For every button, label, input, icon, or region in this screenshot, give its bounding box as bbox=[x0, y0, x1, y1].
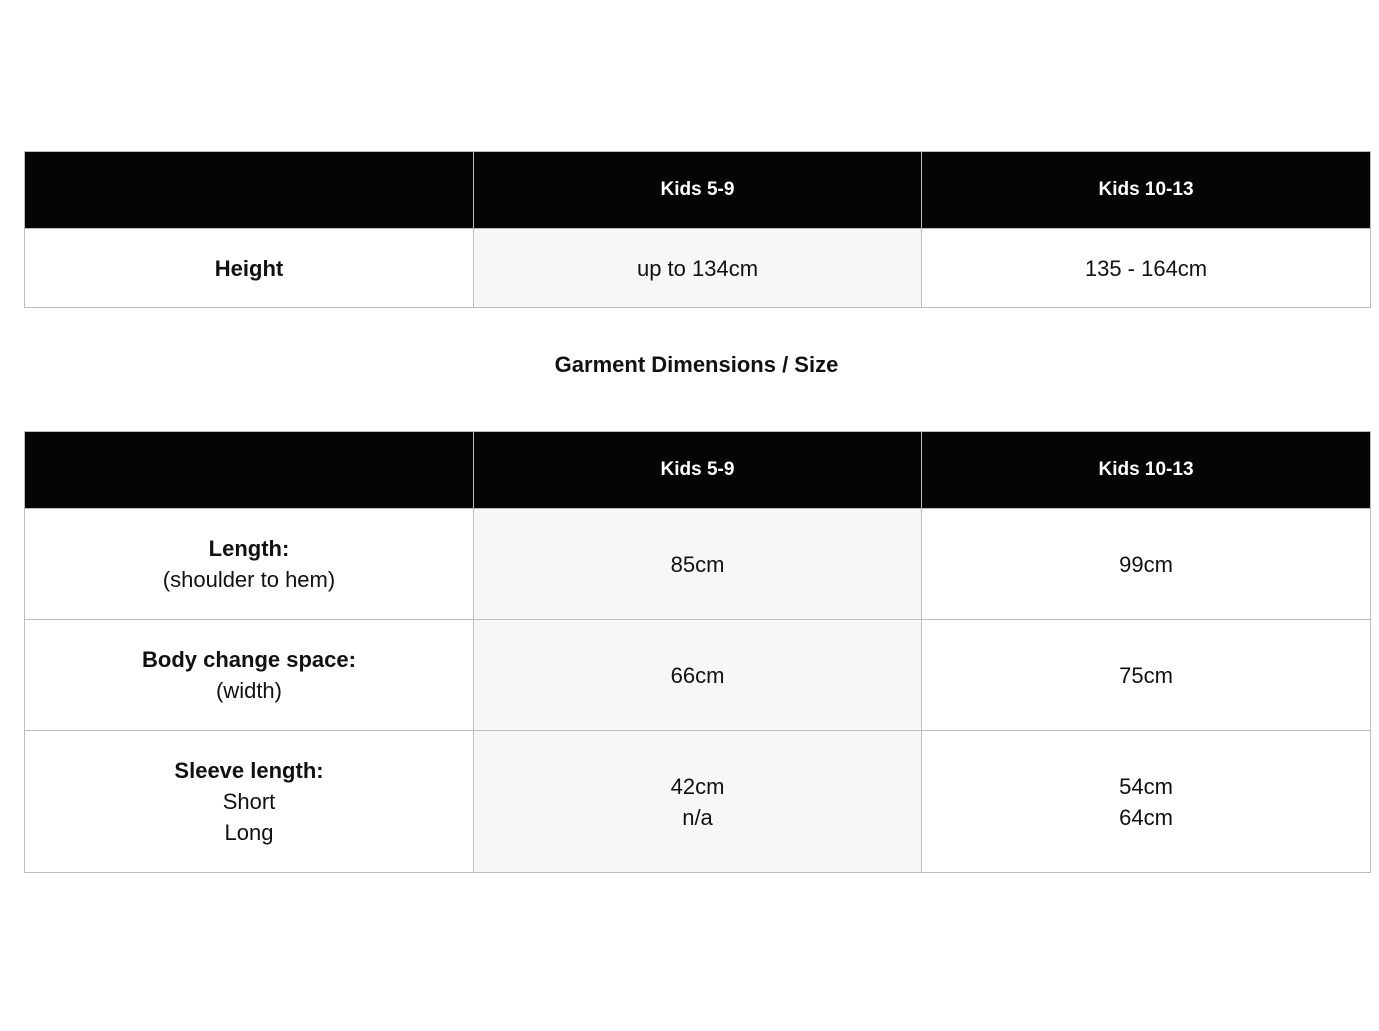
garment-dimensions-table bbox=[24, 431, 1371, 873]
cell-sleeve-kids-10-13 bbox=[922, 731, 1371, 873]
value-sleeve-short-kids-10-13: 54cm bbox=[1119, 773, 1173, 799]
section-title: Garment Dimensions / Size bbox=[554, 352, 839, 377]
sublabel-width: (width) bbox=[215, 678, 282, 703]
row-label-sleeve-length bbox=[25, 731, 474, 873]
header-cell-kids-10-13: Kids 10-13 bbox=[922, 432, 1371, 509]
header-cell-empty bbox=[25, 432, 474, 509]
garment-table-header bbox=[25, 432, 1371, 509]
cell-sleeve-kids-5-9 bbox=[474, 731, 922, 873]
sublabel-shoulder-to-hem: (shoulder to hem) bbox=[162, 567, 336, 592]
row-label-length bbox=[25, 509, 474, 620]
cell-height-kids-10-13: 135 - 164cm bbox=[922, 229, 1371, 308]
header-cell-kids-5-9: Kids 5-9 bbox=[474, 432, 922, 509]
label-sleeve-length: Sleeve length: bbox=[174, 758, 324, 783]
value-sleeve-long-kids-5-9: n/a bbox=[682, 804, 713, 830]
header-cell-kids-5-9: Kids 5-9 bbox=[474, 152, 922, 229]
sublabel-short: Short bbox=[222, 789, 276, 814]
cell-length-kids-10-13: 99cm bbox=[922, 509, 1371, 620]
table-row-height bbox=[25, 229, 1371, 308]
table-row-body-change-space bbox=[25, 620, 1371, 731]
table-row-sleeve-length bbox=[25, 731, 1371, 873]
cell-length-kids-5-9: 85cm bbox=[474, 509, 922, 620]
header-cell-kids-10-13: Kids 10-13 bbox=[922, 152, 1371, 229]
label-length: Length: bbox=[208, 536, 290, 561]
header-row bbox=[25, 152, 1371, 229]
cell-body-kids-5-9: 66cm bbox=[474, 620, 922, 731]
label-body-change-space: Body change space: bbox=[142, 647, 356, 672]
header-row bbox=[25, 432, 1371, 509]
cell-body-kids-10-13: 75cm bbox=[922, 620, 1371, 731]
height-table-header bbox=[25, 152, 1371, 229]
table-row-length bbox=[25, 509, 1371, 620]
header-cell-empty bbox=[25, 152, 474, 229]
value-sleeve-long-kids-10-13: 64cm bbox=[1119, 804, 1173, 830]
row-label-height: Height bbox=[25, 229, 474, 308]
cell-height-kids-5-9: up to 134cm bbox=[474, 229, 922, 308]
row-label-body-change-space bbox=[25, 620, 474, 731]
height-table bbox=[24, 151, 1371, 308]
sublabel-long: Long bbox=[224, 820, 274, 845]
value-sleeve-short-kids-5-9: 42cm bbox=[670, 773, 725, 799]
